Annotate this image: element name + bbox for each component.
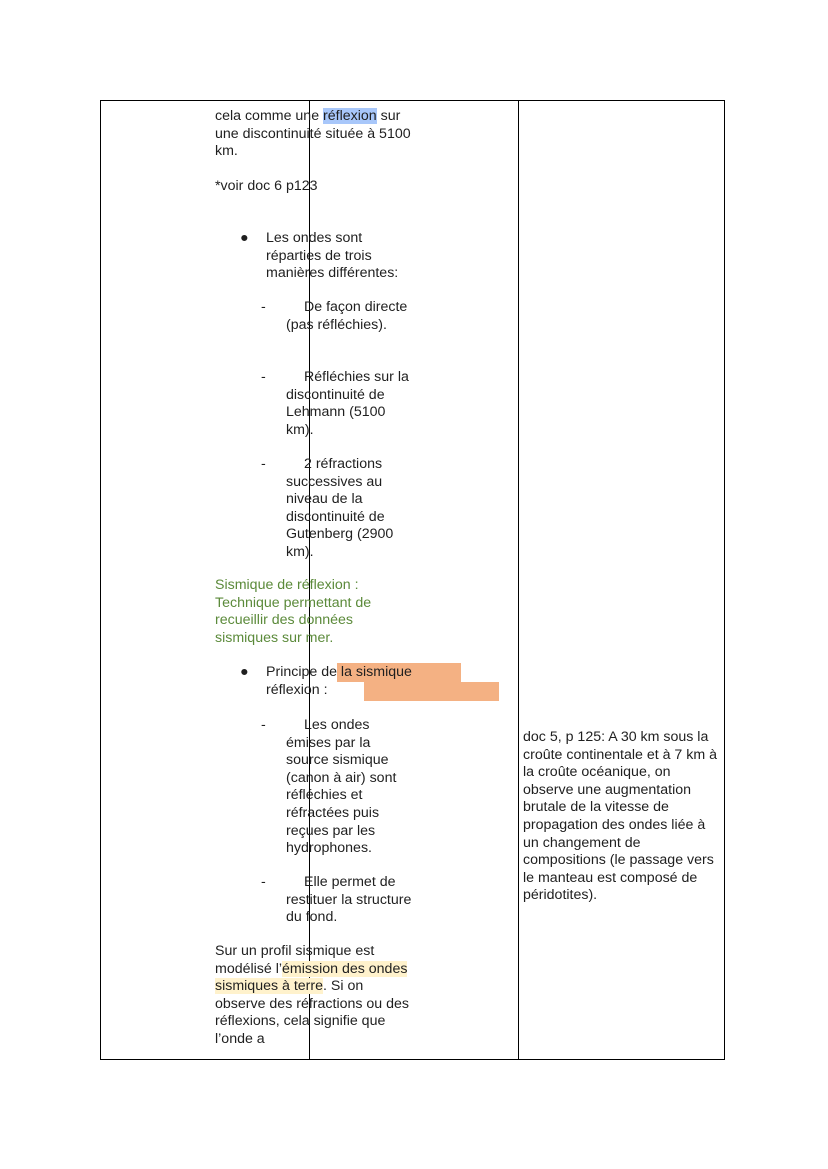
emission-highlight: émission des ondes sismiques à terre <box>215 960 408 995</box>
definition-sismique-reflexion: Sismique de réflexion : Technique permettant de recueillir des données sismiques sur mer. <box>215 577 372 646</box>
intro-text: cela comme une <box>215 108 324 124</box>
right-column <box>518 101 726 1059</box>
dash-icon: - <box>261 874 266 890</box>
intro-text-end: sur une discontinuité située à 5100 km. <box>215 108 411 160</box>
sub-item-lehmann: Réfléchies sur la discontinuité de Lehmann (5100 km). <box>286 369 409 438</box>
closing-paragraph <box>215 943 415 1049</box>
bullet-icon: ● <box>240 664 249 680</box>
dash-icon: - <box>261 369 266 385</box>
closing-text: Sur un profil sismique est modélisé l’ <box>215 943 375 977</box>
dash-icon: - <box>261 717 266 733</box>
reflexion-highlight: réflexion <box>323 108 377 124</box>
intro-paragraph <box>215 108 415 161</box>
bullet-principle: Principe de la sismique réflexion : <box>266 664 412 698</box>
sub-item-gutenberg: 2 réfractions successives au niveau de la discontinuité de Gutenberg (2900 km). <box>286 456 394 560</box>
bullet-waves-distribution: Les ondes sont réparties de trois manières différentes: <box>266 230 399 282</box>
side-note: doc 5, p 125: A 30 km sous la croûte continentale et à 7 km à la croûte océanique, on observe une augmentation brutale de la vitesse de propagation des ondes liée à un changement de compositions (le passage vers le manteau est composé de péridotites). <box>523 729 718 904</box>
dash-icon: - <box>261 456 266 472</box>
sub-item-structure: Elle permet de restituer la structure du fond. <box>286 874 412 926</box>
bullet-icon: ● <box>240 230 249 246</box>
sub-item-waves-emitted: Les ondes émises par la source sismique (canon à air) sont réfléchies et réfractées puis reçues par les hydrophones. <box>286 717 397 857</box>
closing-text-end: . Si on observe des réfractions ou des réflexions, cela signifie que l’onde a <box>215 978 410 1047</box>
dash-icon: - <box>261 299 266 315</box>
doc-reference: *voir doc 6 p123 <box>215 178 318 194</box>
sub-item-direct: De façon directe (pas réfléchies). <box>286 299 408 333</box>
